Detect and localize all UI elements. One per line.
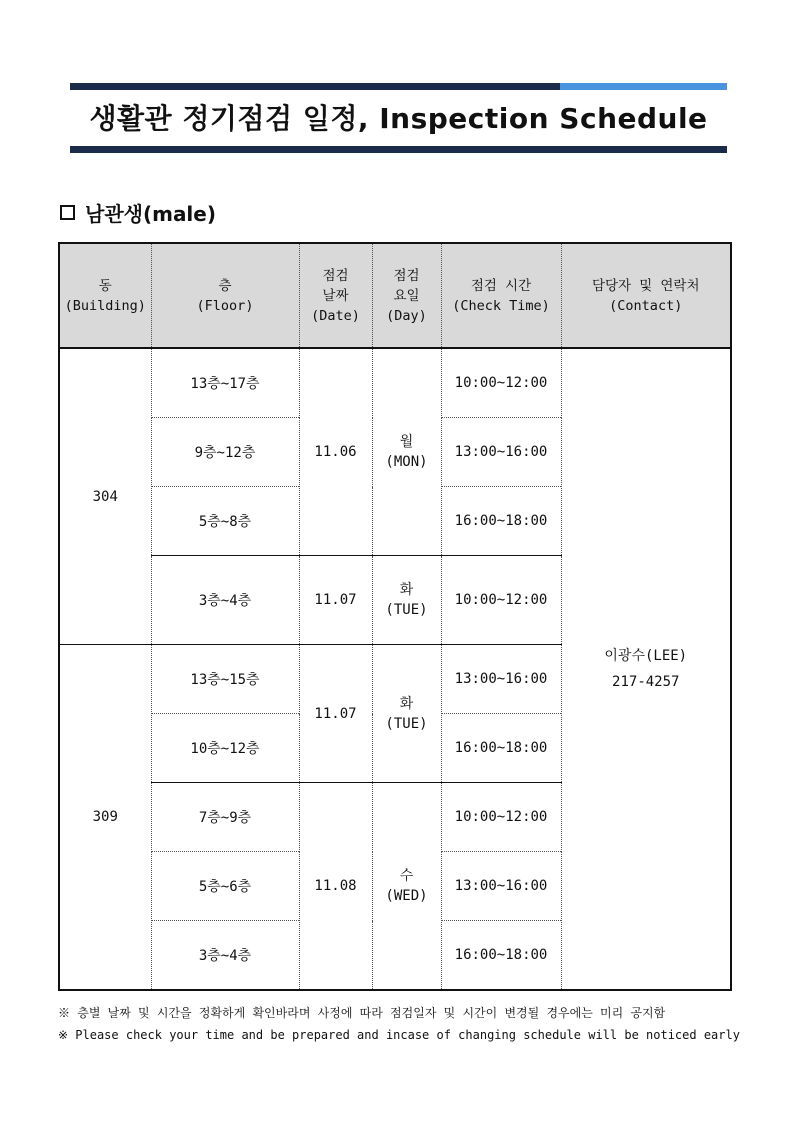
time-cell: 16:00~18:00 — [441, 714, 561, 783]
building-cell: 304 — [59, 348, 151, 645]
date-cell: 11.06 — [299, 348, 372, 556]
time-cell: 13:00~16:00 — [441, 645, 561, 714]
date-cell: 11.07 — [299, 645, 372, 783]
floor-cell: 3층~4층 — [151, 556, 299, 645]
floor-cell: 5층~6층 — [151, 852, 299, 921]
footnote-en: ※ Please check your time and be prepared and incase of changing schedule will be noticed early — [58, 1028, 740, 1042]
floor-cell: 3층~4층 — [151, 921, 299, 991]
time-cell: 16:00~18:00 — [441, 487, 561, 556]
time-cell: 10:00~12:00 — [441, 348, 561, 418]
header-building: 동 (Building) — [59, 243, 151, 348]
building-cell: 309 — [59, 645, 151, 991]
date-cell: 11.07 — [299, 556, 372, 645]
time-cell: 16:00~18:00 — [441, 921, 561, 991]
header-rule-dark — [70, 83, 560, 90]
day-cell: 화 (TUE) — [372, 645, 441, 783]
inspection-schedule-table — [58, 242, 732, 991]
header-contact: 담당자 및 연락처 (Contact) — [561, 243, 731, 348]
floor-cell: 10층~12층 — [151, 714, 299, 783]
header-time: 점검 시간 (Check Time) — [441, 243, 561, 348]
header-rule-accent — [560, 83, 727, 90]
header-rule-bottom — [70, 146, 727, 153]
floor-cell: 5층~8층 — [151, 487, 299, 556]
day-cell: 수 (WED) — [372, 783, 441, 991]
footnote-ko: ※ 층별 날짜 및 시간을 정확하게 확인바라며 사정에 따라 점검일자 및 시간이 변경될 경우에는 미리 공지함 — [58, 1006, 666, 1020]
contact-cell: 이광수(LEE) 217-4257 — [561, 348, 731, 990]
section-heading — [60, 198, 216, 227]
section-label: 남관생(male) — [85, 202, 216, 226]
time-cell: 13:00~16:00 — [441, 418, 561, 487]
header-date: 점검 날짜 (Date) — [299, 243, 372, 348]
time-cell: 13:00~16:00 — [441, 852, 561, 921]
footnotes — [58, 1002, 740, 1046]
floor-cell: 7층~9층 — [151, 783, 299, 852]
floor-cell: 9층~12층 — [151, 418, 299, 487]
page-title: 생활관 정기점검 일정, Inspection Schedule — [89, 102, 708, 135]
day-cell: 화 (TUE) — [372, 556, 441, 645]
header-day: 점검 요일 (Day) — [372, 243, 441, 348]
date-cell: 11.08 — [299, 783, 372, 991]
checkbox-icon — [60, 205, 75, 220]
header-floor: 층 (Floor) — [151, 243, 299, 348]
time-cell: 10:00~12:00 — [441, 783, 561, 852]
day-cell: 월 (MON) — [372, 348, 441, 556]
table-row — [59, 348, 731, 418]
floor-cell: 13층~17층 — [151, 348, 299, 418]
table-header-row — [59, 243, 731, 348]
time-cell: 10:00~12:00 — [441, 556, 561, 645]
floor-cell: 13층~15층 — [151, 645, 299, 714]
